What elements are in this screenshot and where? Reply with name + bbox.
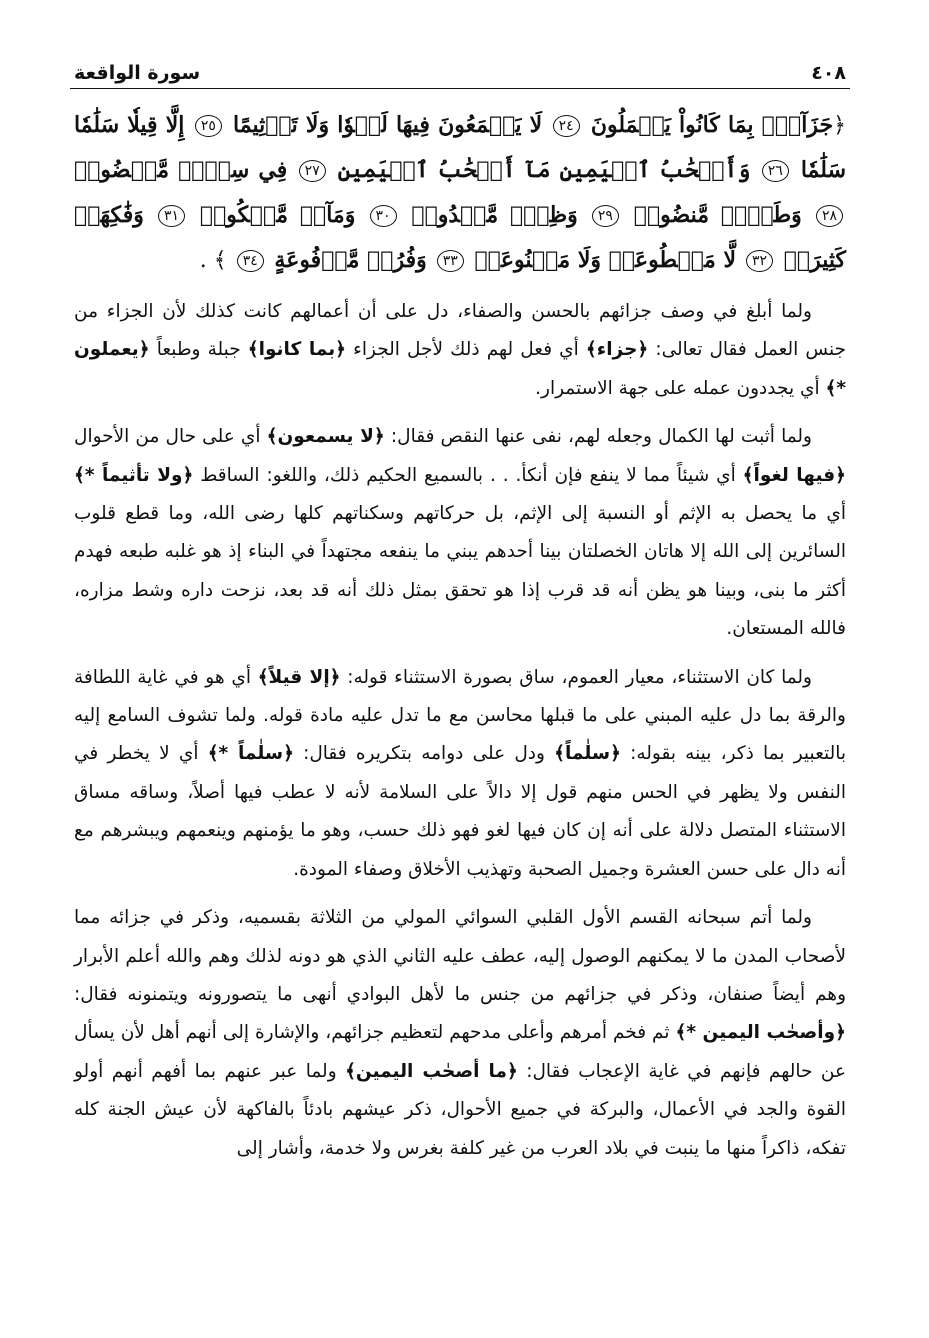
commentary-paragraph xyxy=(70,293,850,408)
quran-verse-text: وَفَٰكِهَةٖ كَثِيرَةٖ xyxy=(74,202,846,273)
quran-verse-text: لَّا مَقۡطُوعَةٖ وَلَا مَمۡنُوعَةٖ xyxy=(466,247,736,273)
quran-verse-text: جَزَآءَۢ بِمَا كَانُواْ يَعۡمَلُونَ xyxy=(582,112,834,138)
paragraph-text: ولما أثبت لها الكمال وجعله لهم، نفى عنها النقص فقال: xyxy=(384,426,812,448)
quran-verse-text: وَمَآءٖ مَّسۡكُوبٖ xyxy=(188,202,356,228)
book-page xyxy=(70,52,850,1178)
ayah-number-marker: ٣٠ xyxy=(370,205,397,227)
quran-verse-text: وَأَصۡحَٰبُ ٱلۡيَمِينِ مَآ أَصۡحَٰبُ ٱلۡيَمِينِ xyxy=(328,157,751,183)
quran-verse-text: وَظِلّٖ مَّمۡدُودٖ xyxy=(399,202,578,228)
commentary-paragraph xyxy=(70,659,850,889)
quran-verse-text: وَطَلۡحٖ مَّنضُودٖ xyxy=(621,202,802,228)
quran-close-bracket: ﴾ . xyxy=(199,248,227,273)
page-header xyxy=(70,52,850,88)
paragraph-text: أي على حال من الأحوال xyxy=(74,426,267,448)
commentary-paragraph xyxy=(70,899,850,1168)
quran-quote: ﴿وأصحٰب اليمين *﴾ xyxy=(675,1022,846,1044)
quran-quote: ﴿ما أصحٰب اليمين﴾ xyxy=(345,1060,518,1082)
quran-verses-block xyxy=(70,103,850,283)
ayah-number-marker: ٣٣ xyxy=(437,250,464,272)
quran-quote: ﴿يعملون *﴾ xyxy=(74,339,846,399)
ayah-number-marker: ٢٧ xyxy=(299,160,326,182)
commentary-paragraph xyxy=(70,418,850,648)
paragraph-text: أي شيئاً مما لا ينفع فإن أنكأ. . . بالسميع الحكيم ذلك، واللغو: الساقط xyxy=(193,464,743,486)
surah-title: سورة الواقعة xyxy=(74,62,201,84)
page-number: ٤٠٨ xyxy=(811,62,846,84)
commentary-body xyxy=(70,293,850,1168)
paragraph-text: جبلة وطبعاً xyxy=(149,339,248,361)
header-rule xyxy=(70,88,850,89)
quran-quote: ﴿ولا تأثيماً *﴾ xyxy=(74,464,194,486)
paragraph-text: ولما عبر عنهم بما أفهم أنهم أولو القوة والجد في الأعمال، والبركة في جميع الأحوال، ذكر عيشهم بادئاً بالفاكهة لأن عيش الجنة كله تفكه، ذاكراً منها ما ينبت في بلاد العرب من غير كلفة بغرس ولا خدمة، وأشار إلى xyxy=(74,1060,846,1159)
quran-verse-text: إِلَّا قِيلٗا سَلَٰمٗا سَلَٰمٗا xyxy=(74,112,846,183)
ayah-number-marker: ٣١ xyxy=(158,205,185,227)
ayah-number-marker: ٢٤ xyxy=(553,115,580,137)
quran-verse-text: وَفُرُشٖ مَّرۡفُوعَةٍ xyxy=(266,247,427,273)
paragraph-text: ولما أتم سبحانه القسم الأول القلبي السوائي المولي من الثلاثة بقسميه، وذكر في جزائه مما لأصحاب المدن ما لا يمكنهم الوصول إليه، عطف عليه الثاني الذي هو دونه لذلك وهم والله أعلم الأبرار وهم أيضاً صنفان، وذكر في جزائهم من جنس ما لأهل البوادي أنهى ما يتصورونه ويتمنونه فقال: xyxy=(74,907,846,1005)
quran-verse-text: لَا يَسۡمَعُونَ فِيهَا لَغۡوٗا وَلَا تَأۡثِيمًا xyxy=(224,112,543,138)
paragraph-text: ولما أبلغ في وصف جزائهم بالحسن والصفاء، دل على أن أعمالهم كانت كذلك لأن الجزاء من جنس العمل فقال تعالى: xyxy=(74,301,846,361)
quran-quote: ﴿سلٰماً *﴾ xyxy=(207,743,294,765)
paragraph-text: أي ما يحصل به الإثم أو النسبة إلى الإثم، بل حركاتهم وسكناتهم كلها رضى الله، وما قطع قلوب السائرين إلى الله إلا هاتان الخصلتان بينا أحدهم يبني ما ينفعه مجتهداً في البناء إذ هو غلبه طبعه فهدم أكثر ما بنى، وبينا هو يظن أنه قد قرب إذا هو تحقق بمثل ذلك أنه قد بعد، نزحت داره وشط مزاره، فالله المستعان. xyxy=(74,503,846,640)
ayah-number-marker: ٢٦ xyxy=(762,160,789,182)
quran-quote: ﴿لا يسمعون﴾ xyxy=(266,426,385,448)
paragraph-text: ثم فخم أمرهم وأعلى مدحهم لتعظيم جزائهم، والإشارة إلى أنهم أهل لأن يسأل عن حالهم فإنهم في غاية الإعجاب فقال: xyxy=(74,1022,847,1082)
ayah-number-marker: ٢٥ xyxy=(195,115,222,137)
paragraph-text: ولما كان الاستثناء، معيار العموم، ساق بصورة الاستثناء قوله: xyxy=(340,666,812,688)
quran-quote: ﴿سلٰماً﴾ xyxy=(554,743,621,765)
quran-quote: ﴿بما كانوا﴾ xyxy=(247,339,347,361)
paragraph-text: ودل على دوامه بتكريره فقال: xyxy=(293,743,555,765)
paragraph-text: أي هو في غاية اللطافة والرقة بما دل عليه المبني على ما قبلها محاسن مع ما تدل عليه مادة قوله. ولما تشوف السامع إليه بالتعبير بما ذكر، بينه بقوله: xyxy=(74,666,847,765)
ayah-number-marker: ٢٩ xyxy=(592,205,619,227)
quran-quote: ﴿فيها لغواً﴾ xyxy=(742,464,846,486)
paragraph-text: أي لا يخطر في النفس ولا يظهر في الحس منهم قول إلا دالاً على السلامة لأنه لا عطب فيها أصلاً، وساقه مساق الاستثناء المتصل دلالة على أنه إن كان فيها لغو فهو ذلك حسب، وهو ما يؤمنهم وينعمهم ويبشرهم مع أنه دال على حسن العشرة وجميل الصحبة وتهذيب الأخلاق وصفاء المودة. xyxy=(74,743,846,880)
quran-open-bracket: ﴿ xyxy=(833,113,846,138)
ayah-number-marker: ٣٤ xyxy=(237,250,264,272)
quran-quote: ﴿إلا قيلاً﴾ xyxy=(257,666,341,688)
ayah-number-marker: ٣٢ xyxy=(746,250,773,272)
paragraph-text: أي فعل لهم ذلك لأجل الجزاء xyxy=(346,339,586,361)
paragraph-text: أي يجددون عمله على جهة الاستمرار. xyxy=(535,377,826,399)
quran-quote: ﴿جزاء﴾ xyxy=(585,339,649,361)
ayah-number-marker: ٢٨ xyxy=(816,205,843,227)
quran-verse-text: فِي سِدۡرٖ مَّخۡضُودٖ xyxy=(74,157,288,183)
